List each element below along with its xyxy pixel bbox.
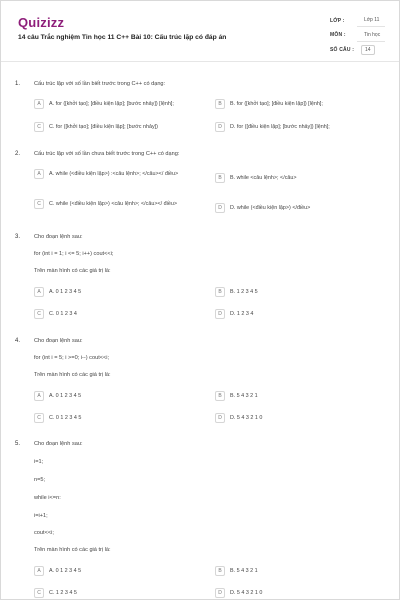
option-letter-box: D bbox=[215, 122, 225, 132]
option-letter-box: B bbox=[215, 99, 225, 109]
option-text: B. for ([khởi tạo]; [điều kiện lặp]) [lệnh]; bbox=[230, 100, 323, 107]
question-4-line-1: Cho đoạn lệnh sau: bbox=[34, 338, 83, 344]
q3-option-c[interactable] bbox=[34, 309, 77, 319]
question-2-number: 2. bbox=[15, 151, 21, 157]
question-5-number: 5. bbox=[15, 441, 21, 447]
option-letter-box: D bbox=[215, 413, 225, 423]
option-letter-box: C bbox=[34, 588, 44, 598]
q5-option-c[interactable] bbox=[34, 588, 77, 598]
option-text: D. 1 2 3 4 bbox=[230, 310, 254, 317]
class-underline bbox=[357, 26, 385, 27]
question-3-line-2: for (int i = 1; i <= 5; i++) cout<<i; bbox=[34, 251, 114, 257]
class-value: Lớp 11 bbox=[364, 17, 380, 23]
question-1-text: Cấu trúc lặp với số lần biết trước trong C++ có dạng: bbox=[34, 81, 166, 87]
option-letter-box: B bbox=[215, 391, 225, 401]
question-5-line-4: while i<=n: bbox=[34, 495, 61, 501]
option-text: C. for ([khởi tạo]; [điều kiện lặp]; [bước nhảy]) bbox=[49, 123, 158, 130]
question-5-line-5: i=i+1; bbox=[34, 513, 48, 519]
option-text: C. 0 1 2 3 4 bbox=[49, 310, 77, 317]
q2-option-b[interactable] bbox=[215, 173, 297, 183]
question-count-label: SỐ CÂU : bbox=[330, 47, 355, 53]
option-text: A. for ([khởi tạo]; [điều kiện lặp]; [bước nhảy]) [lệnh]; bbox=[49, 100, 174, 107]
q1-option-a[interactable] bbox=[34, 99, 174, 109]
option-letter-box: D bbox=[215, 588, 225, 598]
option-letter-box: A bbox=[34, 169, 44, 179]
q4-option-c[interactable] bbox=[34, 413, 81, 423]
option-letter-box: B bbox=[215, 566, 225, 576]
q4-option-b[interactable] bbox=[215, 391, 258, 401]
quizizz-logo: Quizizz bbox=[18, 15, 65, 30]
q5-option-a[interactable] bbox=[34, 566, 81, 576]
question-5-line-7: Trên màn hình có các giá trị là: bbox=[34, 547, 111, 553]
option-letter-box: D bbox=[215, 309, 225, 319]
option-text: B. while <câu lệnh>; </câu> bbox=[230, 174, 297, 181]
header-divider bbox=[1, 61, 399, 62]
option-text: C. 1 2 3 4 5 bbox=[49, 589, 77, 596]
option-text: A. 0 1 2 3 4 5 bbox=[49, 288, 82, 295]
option-letter-box: A bbox=[34, 391, 44, 401]
question-4-line-3: Trên màn hình có các giá trị là: bbox=[34, 372, 111, 378]
q1-option-d[interactable] bbox=[215, 122, 330, 132]
question-1-number: 1. bbox=[15, 81, 21, 87]
question-4-number: 4. bbox=[15, 338, 21, 344]
q5-option-b[interactable] bbox=[215, 566, 258, 576]
question-5-line-6: cout<<i; bbox=[34, 530, 54, 536]
worksheet-title: 14 câu Trắc nghiệm Tin học 11 C++ Bài 10: Cấu trúc lặp có đáp án bbox=[18, 34, 227, 41]
option-text: C. 0 1 2 3 4 5 bbox=[49, 414, 82, 421]
option-text: D. while (<điều kiện lặp>) </điều> bbox=[230, 204, 311, 211]
q4-option-d[interactable] bbox=[215, 413, 262, 423]
option-text: B. 1 2 3 4 5 bbox=[230, 288, 258, 295]
q4-option-a[interactable] bbox=[34, 391, 81, 401]
option-letter-box: B bbox=[215, 173, 225, 183]
option-text: D. for ([điều kiện lặp]; [bước nhảy]) [lệnh]; bbox=[230, 123, 330, 130]
subject-underline bbox=[357, 41, 385, 42]
subject-label: MÔN : bbox=[330, 32, 346, 38]
option-text: D. 5 4 3 2 1 0 bbox=[230, 589, 263, 596]
question-3-number: 3. bbox=[15, 234, 21, 240]
option-letter-box: A bbox=[34, 566, 44, 576]
option-text: A. while (<điều kiện lặp>) :<câu lệnh>; </câu></ điều> bbox=[49, 170, 179, 177]
q1-option-b[interactable] bbox=[215, 99, 323, 109]
option-letter-box: A bbox=[34, 99, 44, 109]
option-letter-box: C bbox=[34, 122, 44, 132]
q3-option-b[interactable] bbox=[215, 287, 258, 297]
question-2-text: Cấu trúc lặp với số lần chưa biết trước trong C++ có dạng: bbox=[34, 151, 180, 157]
option-letter-box: C bbox=[34, 309, 44, 319]
question-5-line-2: i=1; bbox=[34, 459, 44, 465]
option-text: A. 0 1 2 3 4 5 bbox=[49, 567, 82, 574]
option-letter-box: A bbox=[34, 287, 44, 297]
option-letter-box: C bbox=[34, 413, 44, 423]
question-3-line-3: Trên màn hình có các giá trị là: bbox=[34, 268, 111, 274]
question-3-line-1: Cho đoạn lệnh sau: bbox=[34, 234, 83, 240]
subject-value: Tin học bbox=[364, 32, 381, 38]
option-text: C. while (<điều kiện lặp>) <câu lệnh>; </câu></ điều> bbox=[49, 200, 177, 207]
class-label: LỚP : bbox=[330, 18, 345, 24]
option-text: B. 5 4 3 2 1 bbox=[230, 392, 258, 399]
q2-option-a[interactable] bbox=[34, 169, 189, 179]
option-text: D. 5 4 3 2 1 0 bbox=[230, 414, 263, 421]
question-5-line-1: Cho đoạn lệnh sau: bbox=[34, 441, 83, 447]
option-letter-box: C bbox=[34, 199, 44, 209]
q5-option-d[interactable] bbox=[215, 588, 262, 598]
question-4-line-2: for (int i = 5; i >=0; i--) cout<<i; bbox=[34, 355, 110, 361]
option-letter-box: D bbox=[215, 203, 225, 213]
option-text: B. 5 4 3 2 1 bbox=[230, 567, 258, 574]
option-text: A. 0 1 2 3 4 5 bbox=[49, 392, 82, 399]
option-letter-box: B bbox=[215, 287, 225, 297]
q1-option-c[interactable] bbox=[34, 122, 158, 132]
q3-option-a[interactable] bbox=[34, 287, 81, 297]
question-5-line-3: n=5; bbox=[34, 477, 46, 483]
q2-option-c[interactable] bbox=[34, 199, 189, 209]
question-count-value: 14 bbox=[361, 45, 375, 55]
q3-option-d[interactable] bbox=[215, 309, 253, 319]
q2-option-d[interactable] bbox=[215, 203, 310, 213]
